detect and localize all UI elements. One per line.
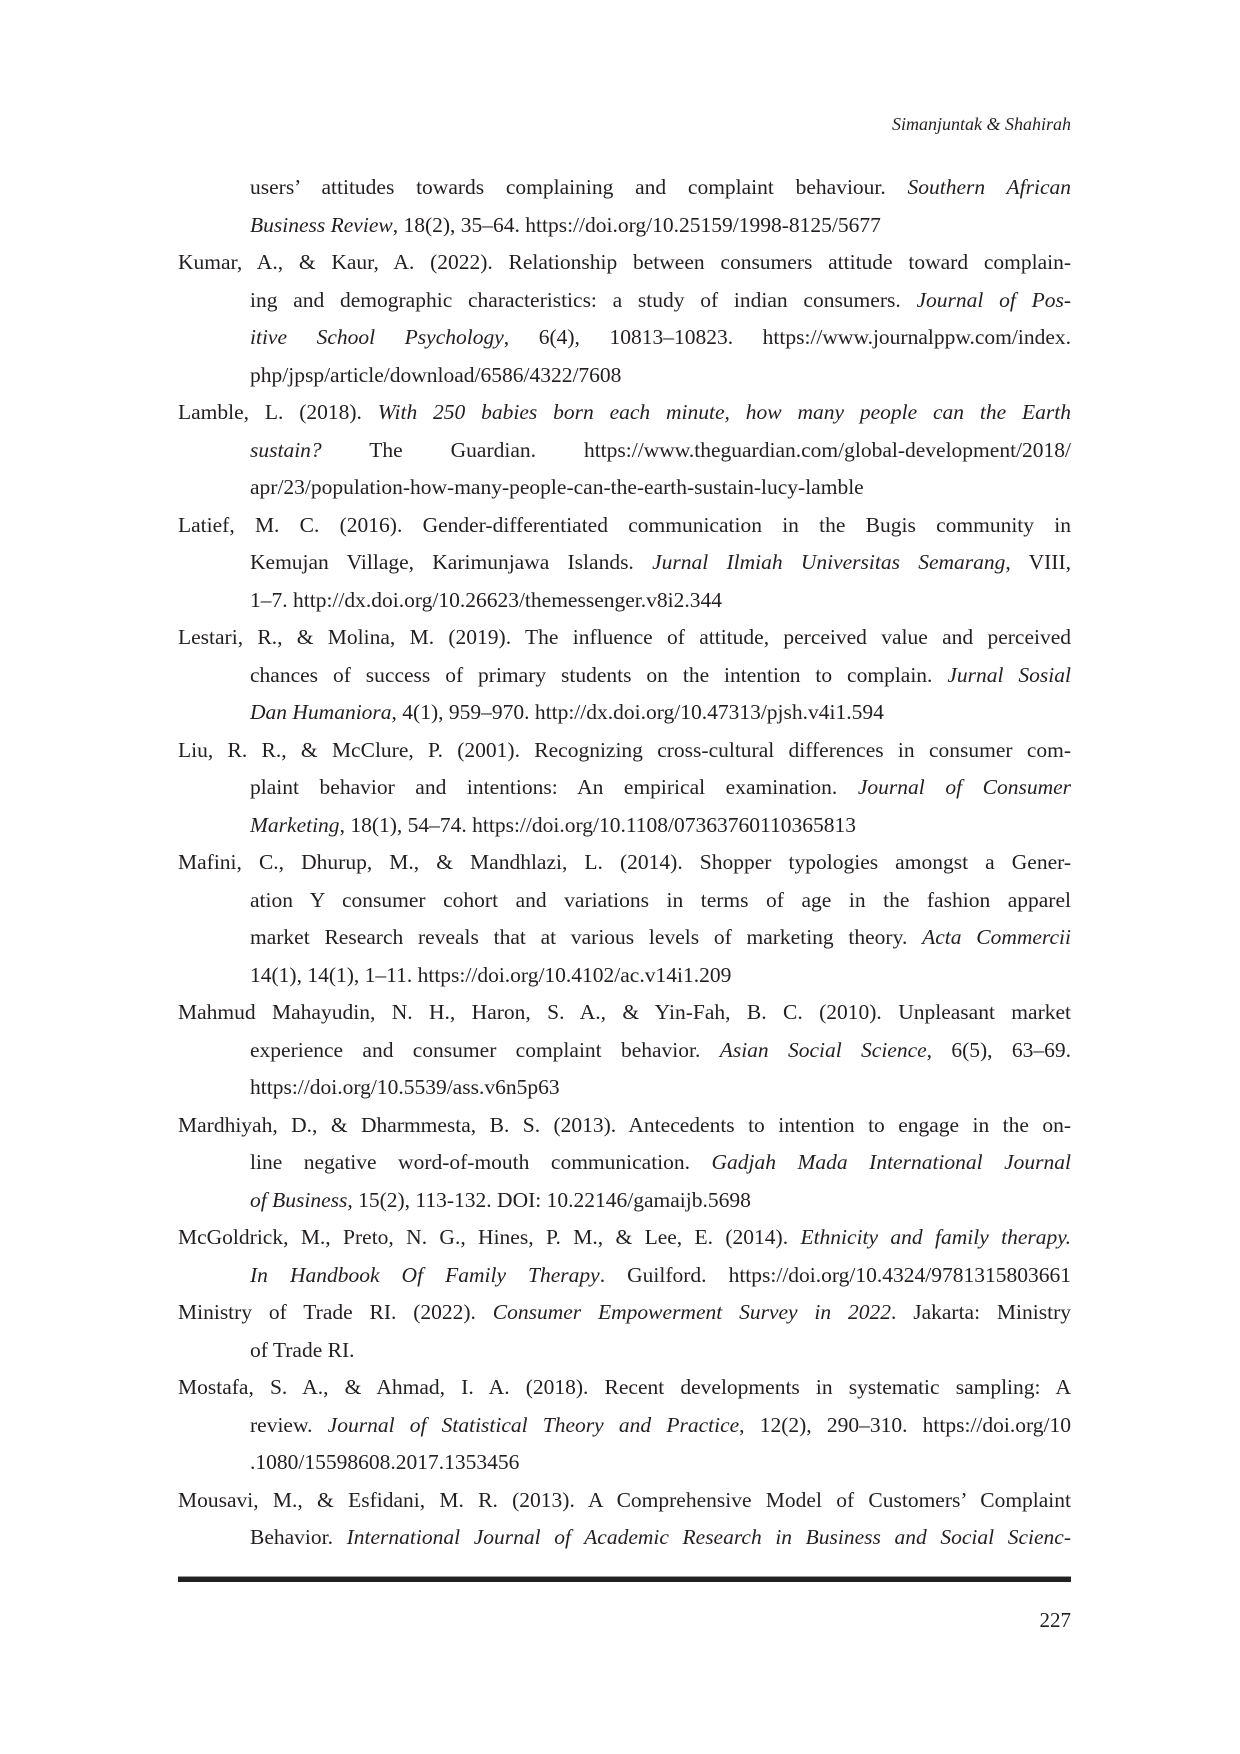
reference-text: users’ attitudes towards complaining and complaint behaviour.: [250, 175, 908, 199]
reference-line: [178, 694, 1071, 732]
reference-text: , 15(2), 113-132. DOI: 10.22146/gamaijb.5698: [347, 1187, 751, 1212]
reference-text: , 4(1), 959–970. http://dx.doi.org/10.47313/pjsh.v4i1.594: [391, 700, 884, 724]
reference-text: Behavior.: [250, 1525, 347, 1549]
reference-line: [178, 544, 1071, 582]
reference-text: php/jpsp/article/download/6586/4322/7608: [250, 362, 622, 387]
reference-italic-text: Journal of Consumer: [857, 775, 1072, 799]
reference-italic-text: sustain?: [250, 437, 322, 462]
reference-text: , 6(5), 63–69.: [926, 1037, 1071, 1062]
reference-line: [178, 1407, 1071, 1445]
footer-rule: [178, 1576, 1071, 1582]
reference-line: [178, 657, 1071, 695]
reference-line: [178, 244, 1071, 282]
reference-line: [178, 282, 1071, 320]
reference-text: 14(1), 14(1), 1–11. https://doi.org/10.4102/ac.v14i1.209: [250, 962, 732, 987]
reference-line: [178, 994, 1071, 1032]
reference-line: [178, 1107, 1071, 1145]
reference-text: Latief, M. C. (2016). Gender-differentiated communication in the Bugis community in: [178, 512, 1071, 537]
reference-text: apr/23/population-how-many-people-can-the-earth-sustain-lucy-lamble: [250, 475, 864, 499]
reference-text: McGoldrick, M., Preto, N. G., Hines, P. M., & Lee, E. (2014).: [178, 1225, 801, 1249]
reference-text: Mousavi, M., & Esfidani, M. R. (2013). A Comprehensive Model of Customers’ Complaint: [178, 1487, 1071, 1512]
reference-italic-text: Marketing: [250, 812, 340, 837]
reference-italic-text: Journal of Pos-: [916, 287, 1071, 312]
reference-entry: [178, 994, 1071, 1107]
reference-italic-text: Asian Social Science: [719, 1037, 927, 1062]
reference-entry: [178, 1107, 1071, 1220]
reference-text: Liu, R. R., & McClure, P. (2001). Recognizing cross-cultural differences in consumer com-: [178, 737, 1071, 762]
reference-line: [178, 769, 1071, 807]
reference-italic-text: Consumer Empowerment Survey in 2022: [492, 1300, 891, 1324]
reference-line: [178, 1519, 1071, 1557]
reference-text: . Jakarta: Ministry: [891, 1300, 1071, 1324]
reference-text: The Guardian. https://www.theguardian.com/global-development/2018/: [321, 437, 1071, 462]
reference-text: , VIII,: [1005, 550, 1071, 574]
reference-italic-text: Jurnal Ilmiah Universitas Semarang: [652, 550, 1006, 574]
reference-entry: [178, 619, 1071, 732]
reference-italic-text: Gadjah Mada International Journal: [711, 1150, 1071, 1174]
reference-entry: [178, 1369, 1071, 1482]
reference-line: [178, 919, 1071, 957]
reference-text: experience and consumer complaint behavior.: [250, 1037, 720, 1062]
reference-italic-text: International Journal of Academic Research in Business and Social Scienc-: [346, 1525, 1072, 1549]
reference-line: [178, 507, 1071, 545]
reference-text: Lestari, R., & Molina, M. (2019). The influence of attitude, perceived value and perceived: [178, 625, 1071, 649]
reference-text: plaint behavior and intentions: An empirical examination.: [250, 775, 858, 799]
reference-text: Mostafa, S. A., & Ahmad, I. A. (2018). Recent developments in systematic sampling: A: [178, 1375, 1071, 1399]
reference-italic-text: Southern African: [907, 175, 1072, 199]
reference-text: Lamble, L. (2018).: [178, 400, 378, 424]
reference-text: .1080/15598608.2017.1353456: [250, 1450, 520, 1474]
reference-line: [178, 1069, 1071, 1107]
reference-text: ing and demographic characteristics: a study of indian consumers.: [250, 287, 917, 312]
reference-text: Mafini, C., Dhurup, M., & Mandhlazi, L. (2014). Shopper typologies amongst a Gener-: [178, 850, 1071, 874]
reference-text: , 12(2), 290–310. https://doi.org/10: [739, 1412, 1071, 1437]
reference-text: https://doi.org/10.5539/ass.v6n5p63: [250, 1075, 560, 1099]
reference-line: [178, 1294, 1071, 1332]
reference-line: [178, 432, 1071, 470]
reference-line: [178, 732, 1071, 770]
reference-line: [178, 582, 1071, 620]
reference-line: [178, 1332, 1071, 1370]
reference-italic-text: Journal of Statistical Theory and Practice: [327, 1412, 740, 1437]
reference-list: [178, 169, 1071, 1557]
reference-line: [178, 844, 1071, 882]
reference-text: chances of success of primary students on the intention to complain.: [250, 662, 948, 687]
reference-text: , 6(4), 10813–10823. https://www.journalppw.com/index.: [503, 325, 1071, 349]
reference-line: [178, 882, 1071, 920]
reference-text: Ministry of Trade RI. (2022).: [178, 1300, 493, 1324]
reference-line: [178, 1032, 1071, 1070]
reference-line: [178, 1257, 1071, 1295]
reference-line: [178, 1144, 1071, 1182]
reference-text: 1–7. http://dx.doi.org/10.26623/themessenger.v8i2.344: [250, 587, 722, 612]
reference-entry: [178, 844, 1071, 994]
reference-line: [178, 1444, 1071, 1482]
reference-italic-text: itive School Psychology: [250, 325, 504, 349]
reference-line: [178, 207, 1071, 245]
reference-text: , 18(2), 35–64. https://doi.org/10.25159/1998-8125/5677: [392, 212, 881, 237]
reference-italic-text: Business Review: [250, 212, 393, 237]
reference-line: [178, 319, 1071, 357]
reference-line: [178, 469, 1071, 507]
reference-italic-text: With 250 babies born each minute, how many people can the Earth: [377, 400, 1071, 424]
reference-text: review.: [250, 1412, 328, 1437]
reference-text: market Research reveals that at various levels of marketing theory.: [250, 925, 923, 949]
page-number: 227: [1039, 1608, 1071, 1632]
reference-line: [178, 169, 1071, 207]
running-head: Simanjuntak & Shahirah: [892, 114, 1071, 134]
reference-line: [178, 357, 1071, 395]
reference-italic-text: Dan Humaniora: [250, 700, 392, 724]
reference-italic-text: of Business: [250, 1187, 348, 1212]
reference-line: [178, 1182, 1071, 1220]
reference-text: line negative word-of-mouth communication.: [250, 1150, 712, 1174]
reference-entry: [178, 394, 1071, 507]
reference-line: [178, 1219, 1071, 1257]
reference-text: Mahmud Mahayudin, N. H., Haron, S. A., & Yin-Fah, B. C. (2010). Unpleasant market: [178, 1000, 1071, 1024]
reference-text: , 18(1), 54–74. https://doi.org/10.1108/07363760110365813: [339, 812, 856, 837]
reference-entry: [178, 1294, 1071, 1369]
reference-text: . Guilford. https://doi.org/10.4324/9781315803661: [599, 1262, 1071, 1287]
reference-entry: [178, 1219, 1071, 1294]
reference-text: ation Y consumer cohort and variations in terms of age in the fashion apparel: [250, 887, 1071, 912]
reference-text: Kemujan Village, Karimunjawa Islands.: [250, 550, 653, 574]
reference-entry: [178, 1482, 1071, 1557]
reference-line: [178, 619, 1071, 657]
reference-entry: [178, 507, 1071, 620]
reference-italic-text: Jurnal Sosial: [947, 662, 1071, 687]
reference-line: [178, 957, 1071, 995]
reference-line: [178, 1482, 1071, 1520]
reference-italic-text: Acta Commercii: [922, 925, 1071, 949]
reference-line: [178, 1369, 1071, 1407]
reference-italic-text: Ethnicity and family therapy.: [800, 1225, 1071, 1249]
reference-italic-text: In Handbook Of Family Therapy: [250, 1262, 600, 1287]
reference-entry: [178, 169, 1071, 244]
reference-entry: [178, 244, 1071, 394]
reference-text: of Trade RI.: [250, 1337, 355, 1362]
reference-text: Kumar, A., & Kaur, A. (2022). Relationship between consumers attitude toward complain-: [178, 250, 1071, 274]
reference-line: [178, 394, 1071, 432]
reference-line: [178, 807, 1071, 845]
reference-entry: [178, 732, 1071, 845]
reference-text: Mardhiyah, D., & Dharmmesta, B. S. (2013). Antecedents to intention to engage in the on-: [178, 1112, 1071, 1137]
